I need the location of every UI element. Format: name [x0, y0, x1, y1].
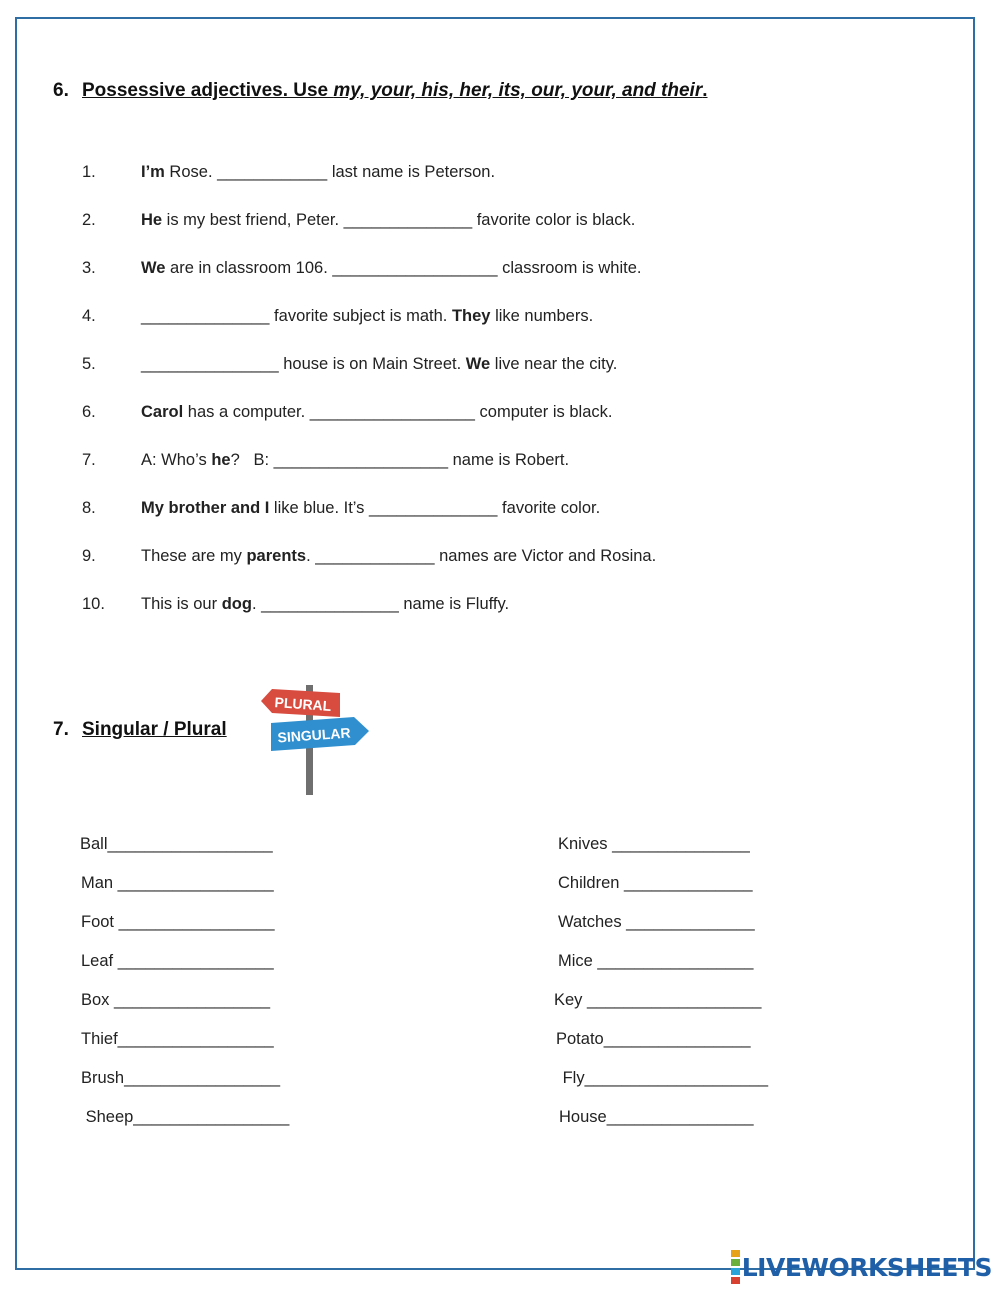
exercise-number: 5. — [82, 355, 96, 373]
exercise-number: 6. — [82, 403, 96, 421]
exercise-bold-text: He — [141, 211, 163, 229]
exercise-text: is my best friend, Peter. ______________ favorite color is black. — [162, 211, 636, 229]
word-blank: Children ______________ — [558, 874, 753, 892]
exercise-sentence — [141, 499, 600, 518]
exercise-bold-text: They — [451, 307, 491, 325]
word-blank: House________________ — [559, 1108, 754, 1126]
exercise-bold-text: I’m — [141, 163, 165, 181]
singular-sign-text: SINGULAR — [276, 724, 352, 746]
section6-title-italic: my, your, his, her, its, our, your, and their — [333, 80, 703, 101]
word-blank: Mice _________________ — [558, 952, 754, 970]
word-blank: Potato________________ — [556, 1030, 751, 1048]
exercise-sentence — [141, 211, 635, 230]
exercise-number: 8. — [82, 499, 96, 517]
exercise-number: 9. — [82, 547, 96, 565]
exercise-bold-text: My brother and I — [141, 499, 270, 517]
section6-title: Possessive adjectives. Use — [82, 80, 334, 101]
exercise-bold-text: parents — [246, 547, 307, 565]
exercise-number: 7. — [82, 451, 96, 469]
exercise-bold-text: Carol — [141, 403, 184, 421]
section7-title: Singular / Plural — [82, 719, 227, 740]
section6-heading — [53, 80, 708, 102]
exercise-sentence — [141, 355, 617, 374]
exercise-bold-text: We — [141, 259, 166, 277]
exercise-text: like numbers. — [490, 307, 594, 325]
exercise-sentence — [141, 259, 642, 278]
logo-mark-icon — [731, 1249, 740, 1285]
liveworksheets-logo — [731, 1249, 992, 1285]
word-blank: Foot _________________ — [81, 913, 275, 931]
exercise-number: 2. — [82, 211, 96, 229]
word-blank: Man _________________ — [81, 874, 274, 892]
word-blank: Watches ______________ — [558, 913, 755, 931]
exercise-number: 10. — [82, 595, 105, 613]
exercise-bold-text: dog — [221, 595, 252, 613]
exercise-text: live near the city. — [490, 355, 618, 373]
exercise-bold-text: he — [211, 451, 231, 469]
word-blank: Thief_________________ — [81, 1030, 274, 1048]
section7-number: 7. — [53, 719, 69, 740]
exercise-number: 4. — [82, 307, 96, 325]
word-blank: Brush_________________ — [81, 1069, 281, 1087]
logo-square-icon — [731, 1268, 740, 1275]
word-blank: Ball__________________ — [80, 835, 273, 853]
section6-title-end: . — [702, 80, 708, 101]
exercise-sentence — [141, 163, 495, 182]
plural-sign-text: PLURAL — [274, 694, 332, 714]
exercise-sentence — [141, 307, 593, 326]
word-blank: Sheep_________________ — [81, 1108, 290, 1126]
section7-heading — [53, 719, 227, 741]
exercise-text: . _______________ name is Fluffy. — [251, 595, 510, 613]
exercise-text: ? B: ___________________ name is Robert. — [230, 451, 570, 469]
word-blank: Leaf _________________ — [81, 952, 274, 970]
exercise-text: Rose. ____________ last name is Peterson. — [164, 163, 496, 181]
word-blank: Key ___________________ — [554, 991, 762, 1009]
exercise-text: has a computer. __________________ computer is black. — [183, 403, 613, 421]
exercise-bold-text: We — [465, 355, 491, 373]
exercise-text: like blue. It’s ______________ favorite color. — [269, 499, 601, 517]
exercise-text: are in classroom 106. __________________ classroom is white. — [165, 259, 642, 277]
exercise-text: _______________ house is on Main Street. — [141, 355, 466, 373]
exercise-text: These are my — [141, 547, 247, 565]
logo-square-icon — [731, 1277, 740, 1284]
exercise-sentence — [141, 451, 569, 470]
exercise-number: 3. — [82, 259, 96, 277]
logo-square-icon — [731, 1250, 740, 1257]
exercise-sentence — [141, 595, 509, 614]
exercise-sentence — [141, 547, 656, 566]
exercise-text: ______________ favorite subject is math. — [141, 307, 452, 325]
logo-square-icon — [731, 1259, 740, 1266]
section6-number: 6. — [53, 80, 69, 101]
word-blank: Knives _______________ — [558, 835, 750, 853]
word-blank: Box _________________ — [81, 991, 271, 1009]
exercise-text: . _____________ names are Victor and Rosina. — [306, 547, 657, 565]
word-blank: Fly____________________ — [558, 1069, 769, 1087]
logo-text: LIVEWORKSHEETS — [741, 1252, 992, 1282]
exercise-text: This is our — [141, 595, 222, 613]
signpost-illustration — [258, 683, 373, 798]
exercise-number: 1. — [82, 163, 96, 181]
exercise-text: A: Who’s — [141, 451, 212, 469]
exercise-sentence — [141, 403, 613, 422]
